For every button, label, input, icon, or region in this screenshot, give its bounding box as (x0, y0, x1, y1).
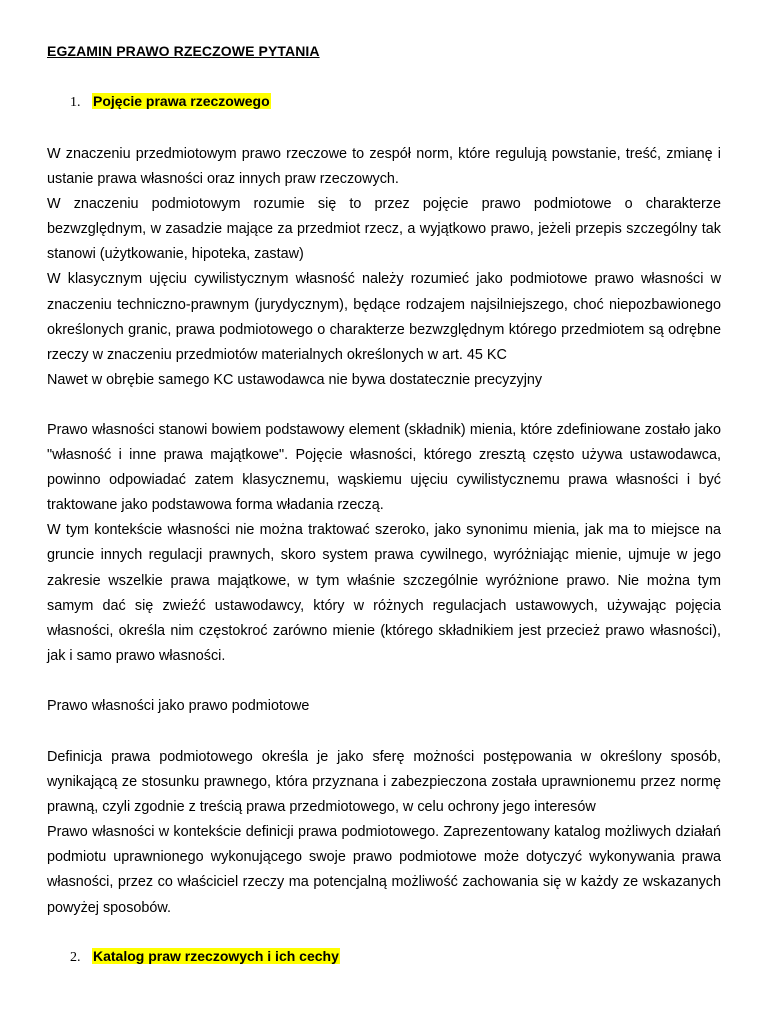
paragraph: W znaczeniu podmiotowym rozumie się to przez pojęcie prawo podmiotowe o charakterze bezwzględnym, w zasadzie mające za przedmiot rzecz, a wyjątkowo prawo, jeżeli przepis szczególny tak stanowi (użytkowanie, hipoteka, zastaw) (47, 196, 721, 263)
paragraph: Definicja prawa podmiotowego określa je jako sferę możności postępowania w określony sposób, wynikającą ze stosunku prawnego, która przyznana i zabezpieczona została uprawnionemu przez normę prawną, czyli zgodnie z treścią prawa przedmiotowego, w celu ochrony jego interesów (47, 749, 721, 816)
paragraph: W tym kontekście własności nie można traktować szeroko, jako synonimu mienia, jak ma to miejsce na gruncie innych regulacji prawnych, skoro system prawa cywilnego, wyróżniając mienie, ujmuje w jego zakresie wszelkie prawa majątkowe, w tym właśnie szczególnie wyróżnione prawo. Nie można tym samym dać się zwieźć ustawodawcy, który w różnych regulacjach ustawowych, używając pojęcia własności, określa nim częstokroć zarówno mienie (którego składnikiem jest przecież prawo własności), jak i samo prawo własności. (47, 522, 721, 664)
paragraph: W klasycznym ujęciu cywilistycznym własność należy rozumieć jako podmiotowe prawo własności w znaczeniu techniczno-prawnym (jurydycznym), będące rodzajem najsilniejszego, choć niepozbawionego określonych granic, prawa podmiotowego o charakterze bezwzględnym którego przedmiotem są odrębne rzeczy w znaczeniu przedmiotów materialnych określonych w art. 45 KC (47, 271, 721, 363)
subheading: Prawo własności jako prawo podmiotowe (47, 698, 310, 714)
highlighted-heading: Katalog praw rzeczowych i ich cechy (93, 948, 339, 964)
highlighted-heading: Pojęcie prawa rzeczowego (93, 93, 270, 109)
paragraph-block-2 (47, 418, 721, 669)
paragraph-block-1 (47, 142, 721, 393)
paragraph: W znaczeniu przedmiotowym prawo rzeczowe to zespół norm, które regulują powstanie, treść, zmianę i ustanie prawa własności oraz innych praw rzeczowych. (47, 146, 721, 188)
document-title: EGZAMIN PRAWO RZECZOWE PYTANIA (47, 43, 320, 59)
paragraph-block-3 (47, 745, 721, 921)
paragraph: Prawo własności w kontekście definicji prawa podmiotowego. Zaprezentowany katalog możliwych działań podmiotu uprawnionego wykonującego swoje prawo podmiotowe może dotyczyć wykonywania prawa własności, przez co właściciel rzeczy ma potencjalną możliwość zachowania się w każdy ze wskazanych powyżej sposobów. (47, 824, 721, 916)
section-number: 1. (70, 95, 81, 110)
section-heading-2 (70, 948, 340, 966)
paragraph: Nawet w obrębie samego KC ustawodawca nie bywa dostatecznie precyzyjny (47, 371, 543, 388)
section-heading-1 (70, 93, 271, 111)
paragraph: Prawo własności stanowi bowiem podstawowy element (składnik) mienia, które zdefiniowane zostało jako "własność i inne prawa majątkowe". Pojęcie własności, którego zresztą często używa ustawodawca, powinno odpowiadać zatem klasycznemu, wąskiemu ujęciu cywilistycznemu prawa własności i być traktowane jako podstawowa forma władania rzeczą. (47, 422, 721, 514)
section-number: 2. (70, 950, 81, 965)
